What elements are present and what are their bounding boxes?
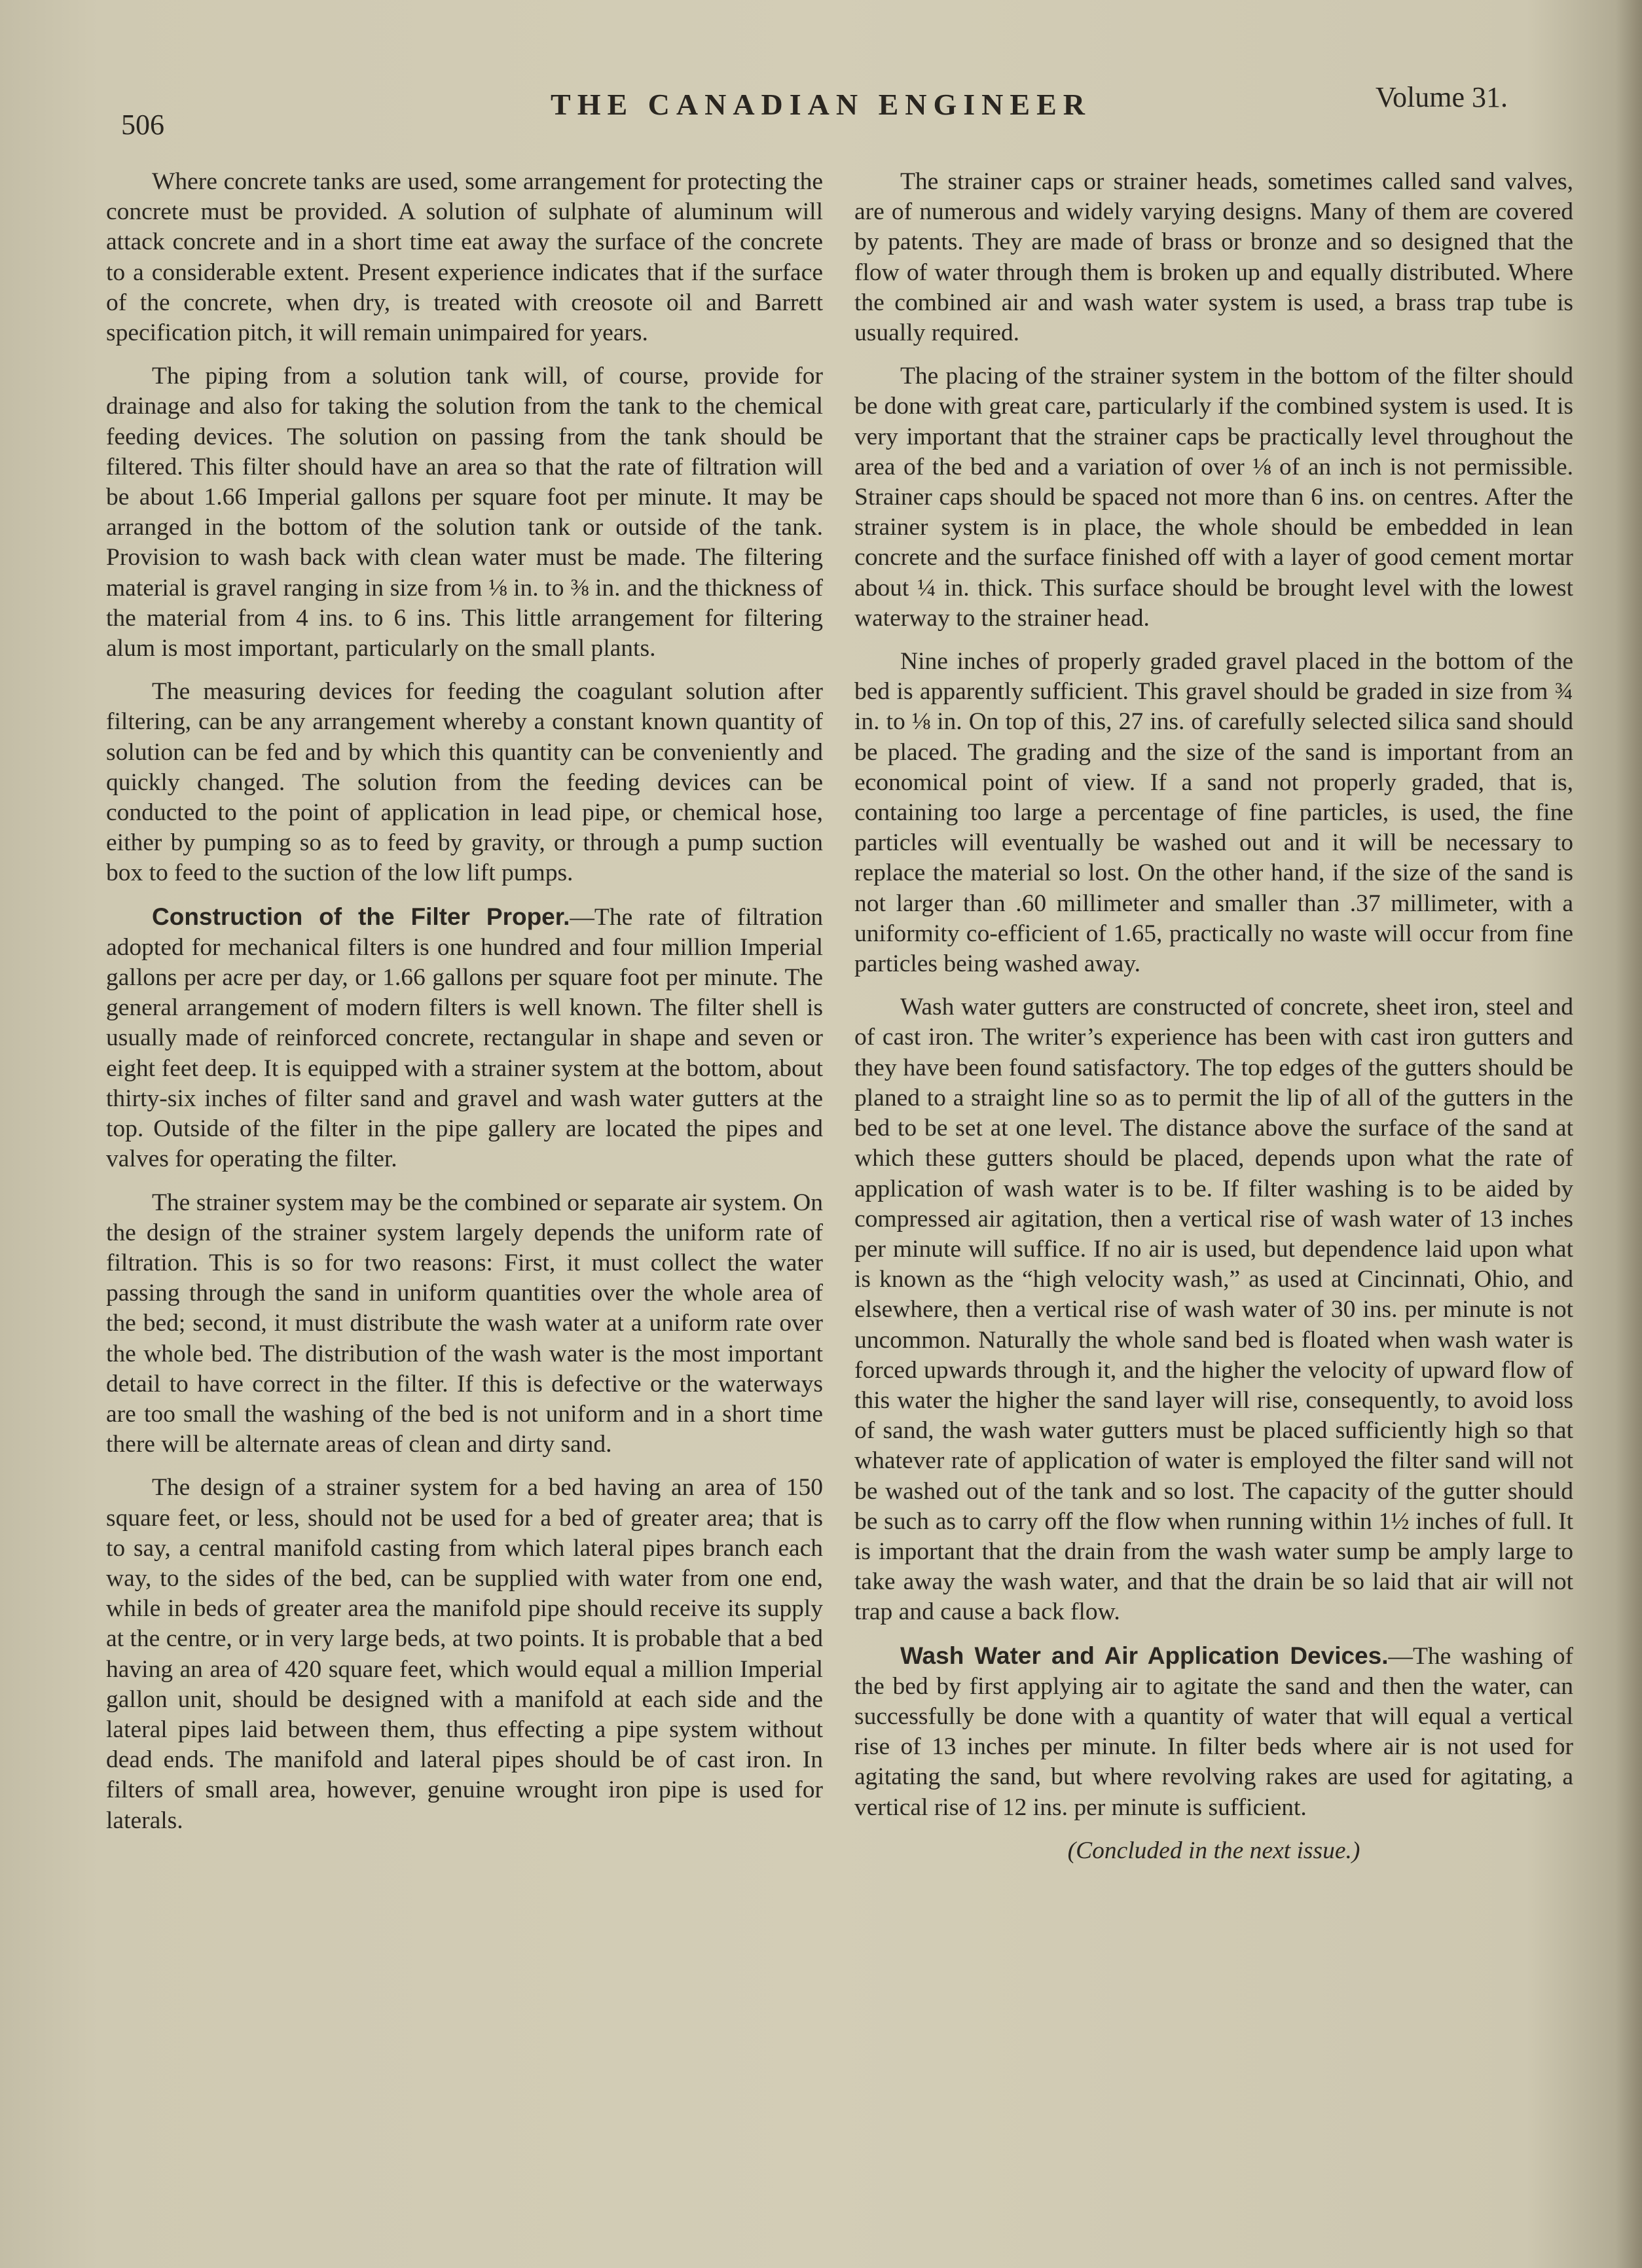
journal-title: THE CANADIAN ENGINEER xyxy=(551,88,1091,121)
paragraph-text: —The rate of filtration adopted for mechanical filters is one hundred and four million Imperial gallons per acre per day, or 1.66 gallons per square foot per minute. The general arrangement of modern filters is well known. The filter shell is usually made of reinforced concrete, rectangular in shape and seven or eight feet deep. It is equipped with a strainer system at the bottom, about thirty-six inches of filter sand and gravel and wash water gutters at the top. Outside of the filter in the pipe gallery are located the pipes and valves for operating the filter. xyxy=(106,903,824,1173)
page-binding-shadow xyxy=(1616,0,1642,2268)
paragraph: The design of a strainer system for a bed having an area of 150 square feet, or less, should not be used for a bed of greater area; that is to say, a central manifold casting from which lateral pipes branch each way, to the sides of the bed, can be supplied with water from one end, while in beds of greater area the manifold pipe should receive its supply at the centre, or in very large beds, at two points. It is probable that a bed having an area of 420 square feet, which would equal a million Imperial gallon unit, should be designed with a manifold at each side and the lateral pipes laid between them, thus effecting a pipe system without dead ends. The manifold and lateral pipes should be of cast iron. In filters of small area, however, genuine wrought iron pipe is used for laterals. xyxy=(106,1474,823,1834)
paragraph: Nine inches of properly graded gravel placed in the bottom of the bed is apparently sufficient. This gravel should be graded in size from ¾ in. to ⅛ in. On top of this, 27 ins. of carefully selected silica sand should be placed. The grading and the size of the sand is important from an economical point of view. If a sand not properly graded, that is, containing too large a percentage of fine particles, is used, the fine particles will eventually be washed out and it will be necessary to replace the material so lost. On the other hand, if the size of the sand is not larger than .60 millimeter and smaller than .37 millimeter, with a uniformity co-efficient of 1.65, practically no waste will occur from fine particles being washed away. xyxy=(854,648,1573,978)
page-number: 506 xyxy=(121,109,164,141)
section-heading: Construction of the Filter Proper. xyxy=(152,903,570,930)
paragraph: The piping from a solution tank will, of course, provide for drainage and also for taking the solution from the tank to the chemical feeding devices. The solution on passing from the tank should be filtered. This filter should have an area so that the rate of filtration will be about 1.66 Imperial gallons per square foot per minute. It may be arranged in the bottom of the solution tank or outside of the tank. Provision to wash back with clean water must be made. The filtering material is gravel ranging in size from ⅛ in. to ⅜ in. and the thickness of the material from 4 ins. to 6 ins. This little arrangement for filtering alum is most important, particularly on the small plants. xyxy=(106,363,823,662)
page-header xyxy=(0,69,1642,141)
paragraph: The strainer caps or strainer heads, sometimes called sand valves, are of numerous and widely varying designs. Many of them are covered by patents. They are made of brass or bronze and so designed that the flow of water through them is broken up and equally distributed. Where the combined air and wash water system is used, a brass trap tube is usually required. xyxy=(854,168,1573,347)
paragraph-with-heading xyxy=(106,902,823,1175)
paragraph: The strainer system may be the combined or separate air system. On the design of the strainer system largely depends the uniform rate of filtration. This is so for two reasons: First, it must collect the water passing through the sand in uniform quantities over the whole area of the bed; second, it must distribute the wash water at a uniform rate over the whole bed. The distribution of the wash water is the most important detail to have correct in the filter. If this is defective or the waterways are too small the washing of the bed is not uniform and in a short time there will be alternate areas of clean and dirty sand. xyxy=(106,1189,823,1458)
left-column xyxy=(106,167,823,1849)
volume-label: Volume 31. xyxy=(1375,81,1508,113)
continued-note: (Concluded in the next issue.) xyxy=(1067,1837,1360,1864)
paragraph-with-heading xyxy=(854,1641,1573,1823)
paragraph: The placing of the strainer system in the bottom of the filter should be done with great care, particularly if the combined system is used. It is very important that the strainer caps be practically level throughout the area of the bed and a variation of over ⅛ of an inch is not permissible. Strainer caps should be spaced not more than 6 ins. on centres. After the strainer system is in place, the whole should be embedded in lean concrete and the surface finished off with a layer of good cement mortar about ¼ in. thick. This surface should be brought level with the lowest waterway to the strainer head. xyxy=(854,363,1573,632)
paragraph: Wash water gutters are constructed of concrete, sheet iron, steel and of cast iron. The writer’s experience has been with cast iron gutters and they have been found satisfactory. The top edges of the gutters should be planed to a straight line so as to permit the lip of all of the gutters in the bed to be set at one level. The distance above the surface of the sand at which these gutters should be placed, depends upon what the rate of application of wash water is to be. If filter washing is to be aided by compressed air agitation, then a vertical rise of wash water of 13 inches per minute will suffice. If no air is used, but dependence laid upon what is known as the “high velocity wash,” as used at Cincinnati, Ohio, and elsewhere, then a vertical rise of wash water of 30 ins. per minute is not uncommon. Naturally the whole sand bed is floated when wash water is forced upwards through it, and the higher the velocity of upward flow of this water the higher the sand layer will rise, consequently, to avoid loss of sand, the wash water gutters must be placed sufficiently high so that whatever rate of application of water is employed the filter sand will not be washed out of the tank and so lost. The capacity of the gutter should be such as to carry off the flow when running within 1½ inches of full. It is important that the drain from the wash water sump be amply large to take away the wash water, and that the drain be so laid that air will not trap and cause a back flow. xyxy=(854,994,1573,1626)
section-heading: Wash Water and Air Application Devices. xyxy=(900,1642,1389,1669)
paragraph: Where concrete tanks are used, some arrangement for protecting the concrete must be provided. A solution of sulphate of aluminum will attack concrete and in a short time eat away the surface of the concrete to a considerable extent. Present experience indicates that if the surface of the concrete, when dry, is treated with creosote oil and Barrett specification pitch, it will remain unimpaired for years. xyxy=(106,168,823,347)
paragraph: The measuring devices for feeding the coagulant solution after filtering, can be any arrangement whereby a constant known quantity of solution can be fed and by which this quantity can be conveniently and quickly changed. The solution from the feeding devices can be conducted to the point of application in lead pipe, or chemical hose, either by pumping so as to feed by gravity, or through a pump suction box to feed to the suction of the low lift pumps. xyxy=(106,678,823,887)
paragraph-text: —The washing of the bed by first applying air to agitate the sand and then the water, can successfully be done with a quantity of water that will equal a vertical rise of 13 inches per minute. In filter beds where air is not used for agitating the sand, but where revolving rakes are used for agitating, a vertical rise of 12 ins. per minute is sufficient. xyxy=(854,1642,1574,1821)
right-column xyxy=(854,167,1573,1879)
